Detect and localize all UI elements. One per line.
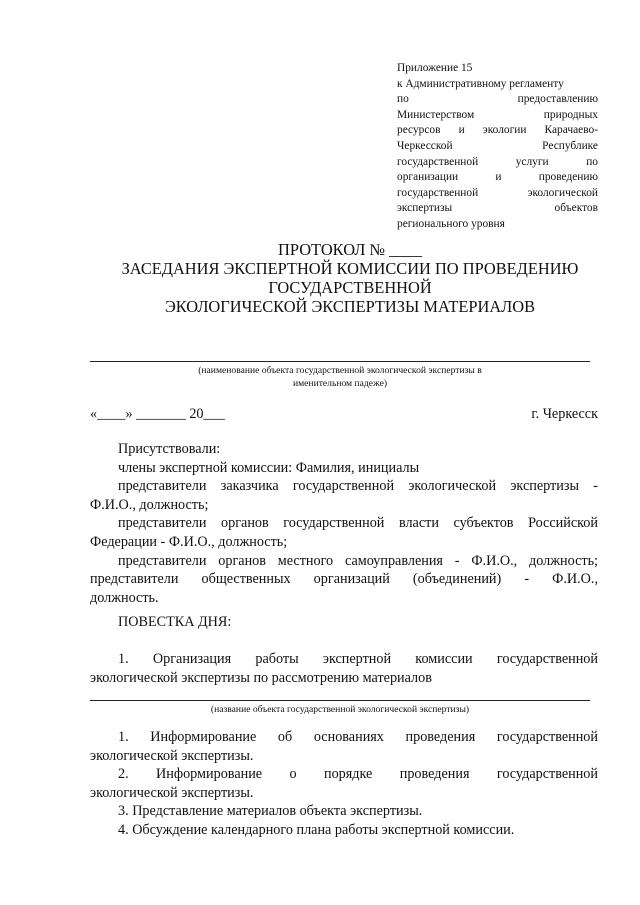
title-line: ПРОТОКОЛ № ____ <box>278 240 422 259</box>
agenda-item-line: экологической экспертизы по рассмотрению материалов <box>90 669 432 686</box>
agenda-heading: ПОВЕСТКА ДНЯ: <box>118 614 232 630</box>
appendix-line: к Административному регламенту <box>397 77 564 90</box>
agenda-subitems <box>90 728 598 840</box>
caption-line: именительном падеже) <box>292 378 388 389</box>
appendix-line: ресурсов и экологии Карачаево- <box>397 124 598 137</box>
agenda-object-rule <box>90 700 590 701</box>
appendix-line: экспертизы объектов <box>397 202 598 215</box>
attendance-members: члены экспертной комиссии: Фамилия, инициалы <box>118 459 420 476</box>
agenda-subitem: 3. Представление материалов объекта экспертизы. <box>118 803 423 820</box>
agenda-item-1 <box>90 650 598 687</box>
attendance-customer: представители заказчика государственной экологической экспертизы - <box>118 478 598 495</box>
object-name-rule <box>90 361 590 362</box>
attendance-customer-cont: Ф.И.О., должность; <box>90 496 209 513</box>
agenda-object-caption: (название объекта государственной экологической экспертизы) <box>210 704 470 715</box>
appendix-line: государственной услуги по <box>397 155 598 168</box>
agenda-subitem: 2. Информирование о порядке проведения государственной <box>118 766 598 783</box>
attendance-heading: Присутствовали: <box>118 441 221 457</box>
attendance-section <box>90 440 598 607</box>
city-name: г. Черкесск <box>531 406 598 422</box>
appendix-block <box>397 61 598 233</box>
appendix-line: Министерством природных <box>397 108 598 121</box>
appendix-line: регионального уровня <box>397 217 505 230</box>
object-name-caption <box>130 364 550 390</box>
agenda-subitem-cont: экологической экспертизы. <box>90 747 254 764</box>
title-line: ЭКОЛОГИЧЕСКОЙ ЭКСПЕРТИЗЫ МАТЕРИАЛОВ <box>164 297 536 316</box>
appendix-line: по предоставлению <box>397 93 598 106</box>
appendix-line: организации и проведению <box>397 171 598 184</box>
date-placeholder: «____» _______ 20___ <box>90 406 225 422</box>
attendance-local: представители органов местного самоуправления - Ф.И.О., должность; <box>118 552 598 569</box>
caption-line: (наименование объекта государственной экологической экспертизы в <box>198 365 482 376</box>
appendix-line: государственной экологической <box>397 186 598 199</box>
agenda-item-line: 1. Организация работы экспертной комиссии государственной <box>118 651 598 667</box>
agenda-section <box>90 613 598 632</box>
agenda-subitem: 4. Обсуждение календарного плана работы экспертной комиссии. <box>118 821 515 838</box>
agenda-subitem-cont: экологической экспертизы. <box>90 784 254 801</box>
appendix-line: Приложение 15 <box>397 62 473 74</box>
attendance-public: представители общественных организаций (объединений) - Ф.И.О., <box>90 571 598 588</box>
attendance-public-cont: должность. <box>90 589 159 606</box>
attendance-state-cont: Федерации - Ф.И.О., должность; <box>90 533 288 550</box>
document-title <box>80 240 620 316</box>
appendix-line: Черкесской Республике <box>397 139 598 152</box>
agenda-subitem: 1. Информирование об основаниях проведения государственной <box>118 729 598 745</box>
title-line: ЗАСЕДАНИЯ ЭКСПЕРТНОЙ КОМИССИИ ПО ПРОВЕДЕНИЮ <box>121 259 579 278</box>
date-line <box>90 405 598 423</box>
title-line: ГОСУДАРСТВЕННОЙ <box>268 278 432 297</box>
attendance-state: представители органов государственной власти субъектов Российской <box>118 515 598 532</box>
